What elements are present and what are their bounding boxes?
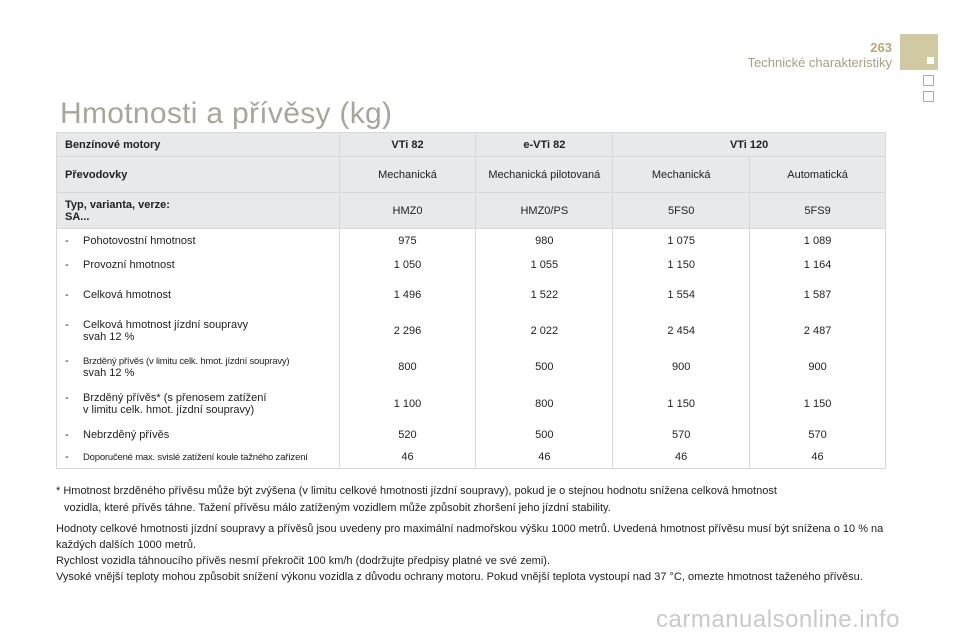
type-2: HMZ0/PS [476, 193, 613, 229]
paragraph-speed: Rychlost vozidla táhnoucího přívěs nesmí překročit 100 km/h (dodržujte předpisy platné ve své zemi). [56, 555, 551, 567]
row-value: 1 554 [613, 277, 750, 313]
section-name: Technické charakteristiky [747, 55, 892, 70]
paragraph-temperature: Vysoké vnější teploty mohou způsobit snížení výkonu vozidla z důvodu ochrany motoru. Pokud vnější teplota vystoupí nad 37 °C, omezte hmotnost taženého přívěsu. [56, 571, 863, 583]
engine-vti82: VTi 82 [339, 133, 476, 157]
gearbox-1: Mechanická [339, 157, 476, 193]
gearbox-header-row [57, 157, 886, 193]
row-value: 2 454 [613, 313, 750, 349]
row-label: - Nebrzděný přívěs [57, 423, 340, 447]
row-value: 1 587 [750, 277, 886, 313]
chapter-tab[interactable] [900, 34, 938, 70]
row-label: - Doporučené max. svislé zatížení koule tažného zařízení [57, 447, 340, 469]
type-4: 5FS9 [750, 193, 886, 229]
row-value: 1 100 [339, 385, 476, 423]
watermark: carmanualsonline.info [656, 606, 900, 633]
type-3: 5FS0 [613, 193, 750, 229]
footnote [56, 483, 896, 517]
body-text [56, 521, 896, 585]
row-label: - Brzděný přívěs* (s přenosem zatížení v limitu celk. hmot. jízdní soupravy) [57, 385, 340, 423]
row-label: - Celková hmotnost jízdní soupravy svah 12 % [57, 313, 340, 349]
row-value: 1 150 [613, 253, 750, 277]
row-value: 500 [476, 349, 613, 385]
row-value: 46 [613, 447, 750, 469]
engine-vti120: VTi 120 [613, 133, 886, 157]
row-value: 900 [613, 349, 750, 385]
table-row [57, 349, 886, 385]
row-value: 1 164 [750, 253, 886, 277]
engine-label: Benzínové motory [57, 133, 340, 157]
page-number: 263 [870, 40, 892, 55]
table-row [57, 423, 886, 447]
row-value: 500 [476, 423, 613, 447]
row-value: 900 [750, 349, 886, 385]
row-value: 1 055 [476, 253, 613, 277]
row-value: 570 [613, 423, 750, 447]
row-value: 2 022 [476, 313, 613, 349]
table-row [57, 277, 886, 313]
row-value: 975 [339, 229, 476, 253]
engine-header-row [57, 133, 886, 157]
gearbox-3: Mechanická [613, 157, 750, 193]
gearbox-4: Automatická [750, 157, 886, 193]
row-value: 2 487 [750, 313, 886, 349]
weights-table [56, 132, 886, 469]
row-value: 570 [750, 423, 886, 447]
row-value: 46 [750, 447, 886, 469]
footnote-line-1: * Hmotnost brzděného přívěsu může být zvýšena (v limitu celkové hmotnosti jízdní soupravy), pokud je o stejnou hodnotu snížena celková hmotnost [56, 485, 777, 497]
row-value: 1 496 [339, 277, 476, 313]
type-1: HMZ0 [339, 193, 476, 229]
type-label: Typ, varianta, verze: SA... [57, 193, 340, 229]
row-value: 1 050 [339, 253, 476, 277]
row-label: - Celková hmotnost [57, 277, 340, 313]
row-value: 800 [339, 349, 476, 385]
row-value: 46 [339, 447, 476, 469]
table-row [57, 385, 886, 423]
chapter-tab-empty-2[interactable] [923, 91, 934, 102]
row-value: 2 296 [339, 313, 476, 349]
row-value: 46 [476, 447, 613, 469]
row-value: 1 075 [613, 229, 750, 253]
paragraph-altitude: Hodnoty celkové hmotnosti jízdní soupravy a přívěsů jsou uvedeny pro maximální nadmořskou výšku 1000 metrů. Uvedená hmotnost přívěsu musí být snížena o 10 % na každých dalších 1000 metrů. [56, 523, 884, 551]
table-row [57, 253, 886, 277]
gearbox-2: Mechanická pilotovaná [476, 157, 613, 193]
gearbox-label: Převodovky [57, 157, 340, 193]
row-value: 980 [476, 229, 613, 253]
row-value: 800 [476, 385, 613, 423]
footnote-line-2: vozidla, které přívěs táhne. Tažení přívěsu málo zatíženým vozidlem může způsobit zhoršení jeho jízdní stability. [64, 502, 611, 514]
chapter-tab-empty-1[interactable] [923, 75, 934, 86]
row-value: 520 [339, 423, 476, 447]
engine-evti82: e-VTi 82 [476, 133, 613, 157]
page-title: Hmotnosti a přívěsy (kg) [60, 97, 393, 130]
row-label: - Pohotovostní hmotnost [57, 229, 340, 253]
row-value: 1 522 [476, 277, 613, 313]
row-label: - Provozní hmotnost [57, 253, 340, 277]
table-row [57, 447, 886, 469]
table-row [57, 313, 886, 349]
row-value: 1 089 [750, 229, 886, 253]
table-row [57, 229, 886, 253]
row-value: 1 150 [750, 385, 886, 423]
row-value: 1 150 [613, 385, 750, 423]
tab-marker-icon [927, 57, 934, 64]
row-label: - Brzděný přívěs (v limitu celk. hmot. jízdní soupravy) svah 12 % [57, 349, 340, 385]
type-header-row [57, 193, 886, 229]
